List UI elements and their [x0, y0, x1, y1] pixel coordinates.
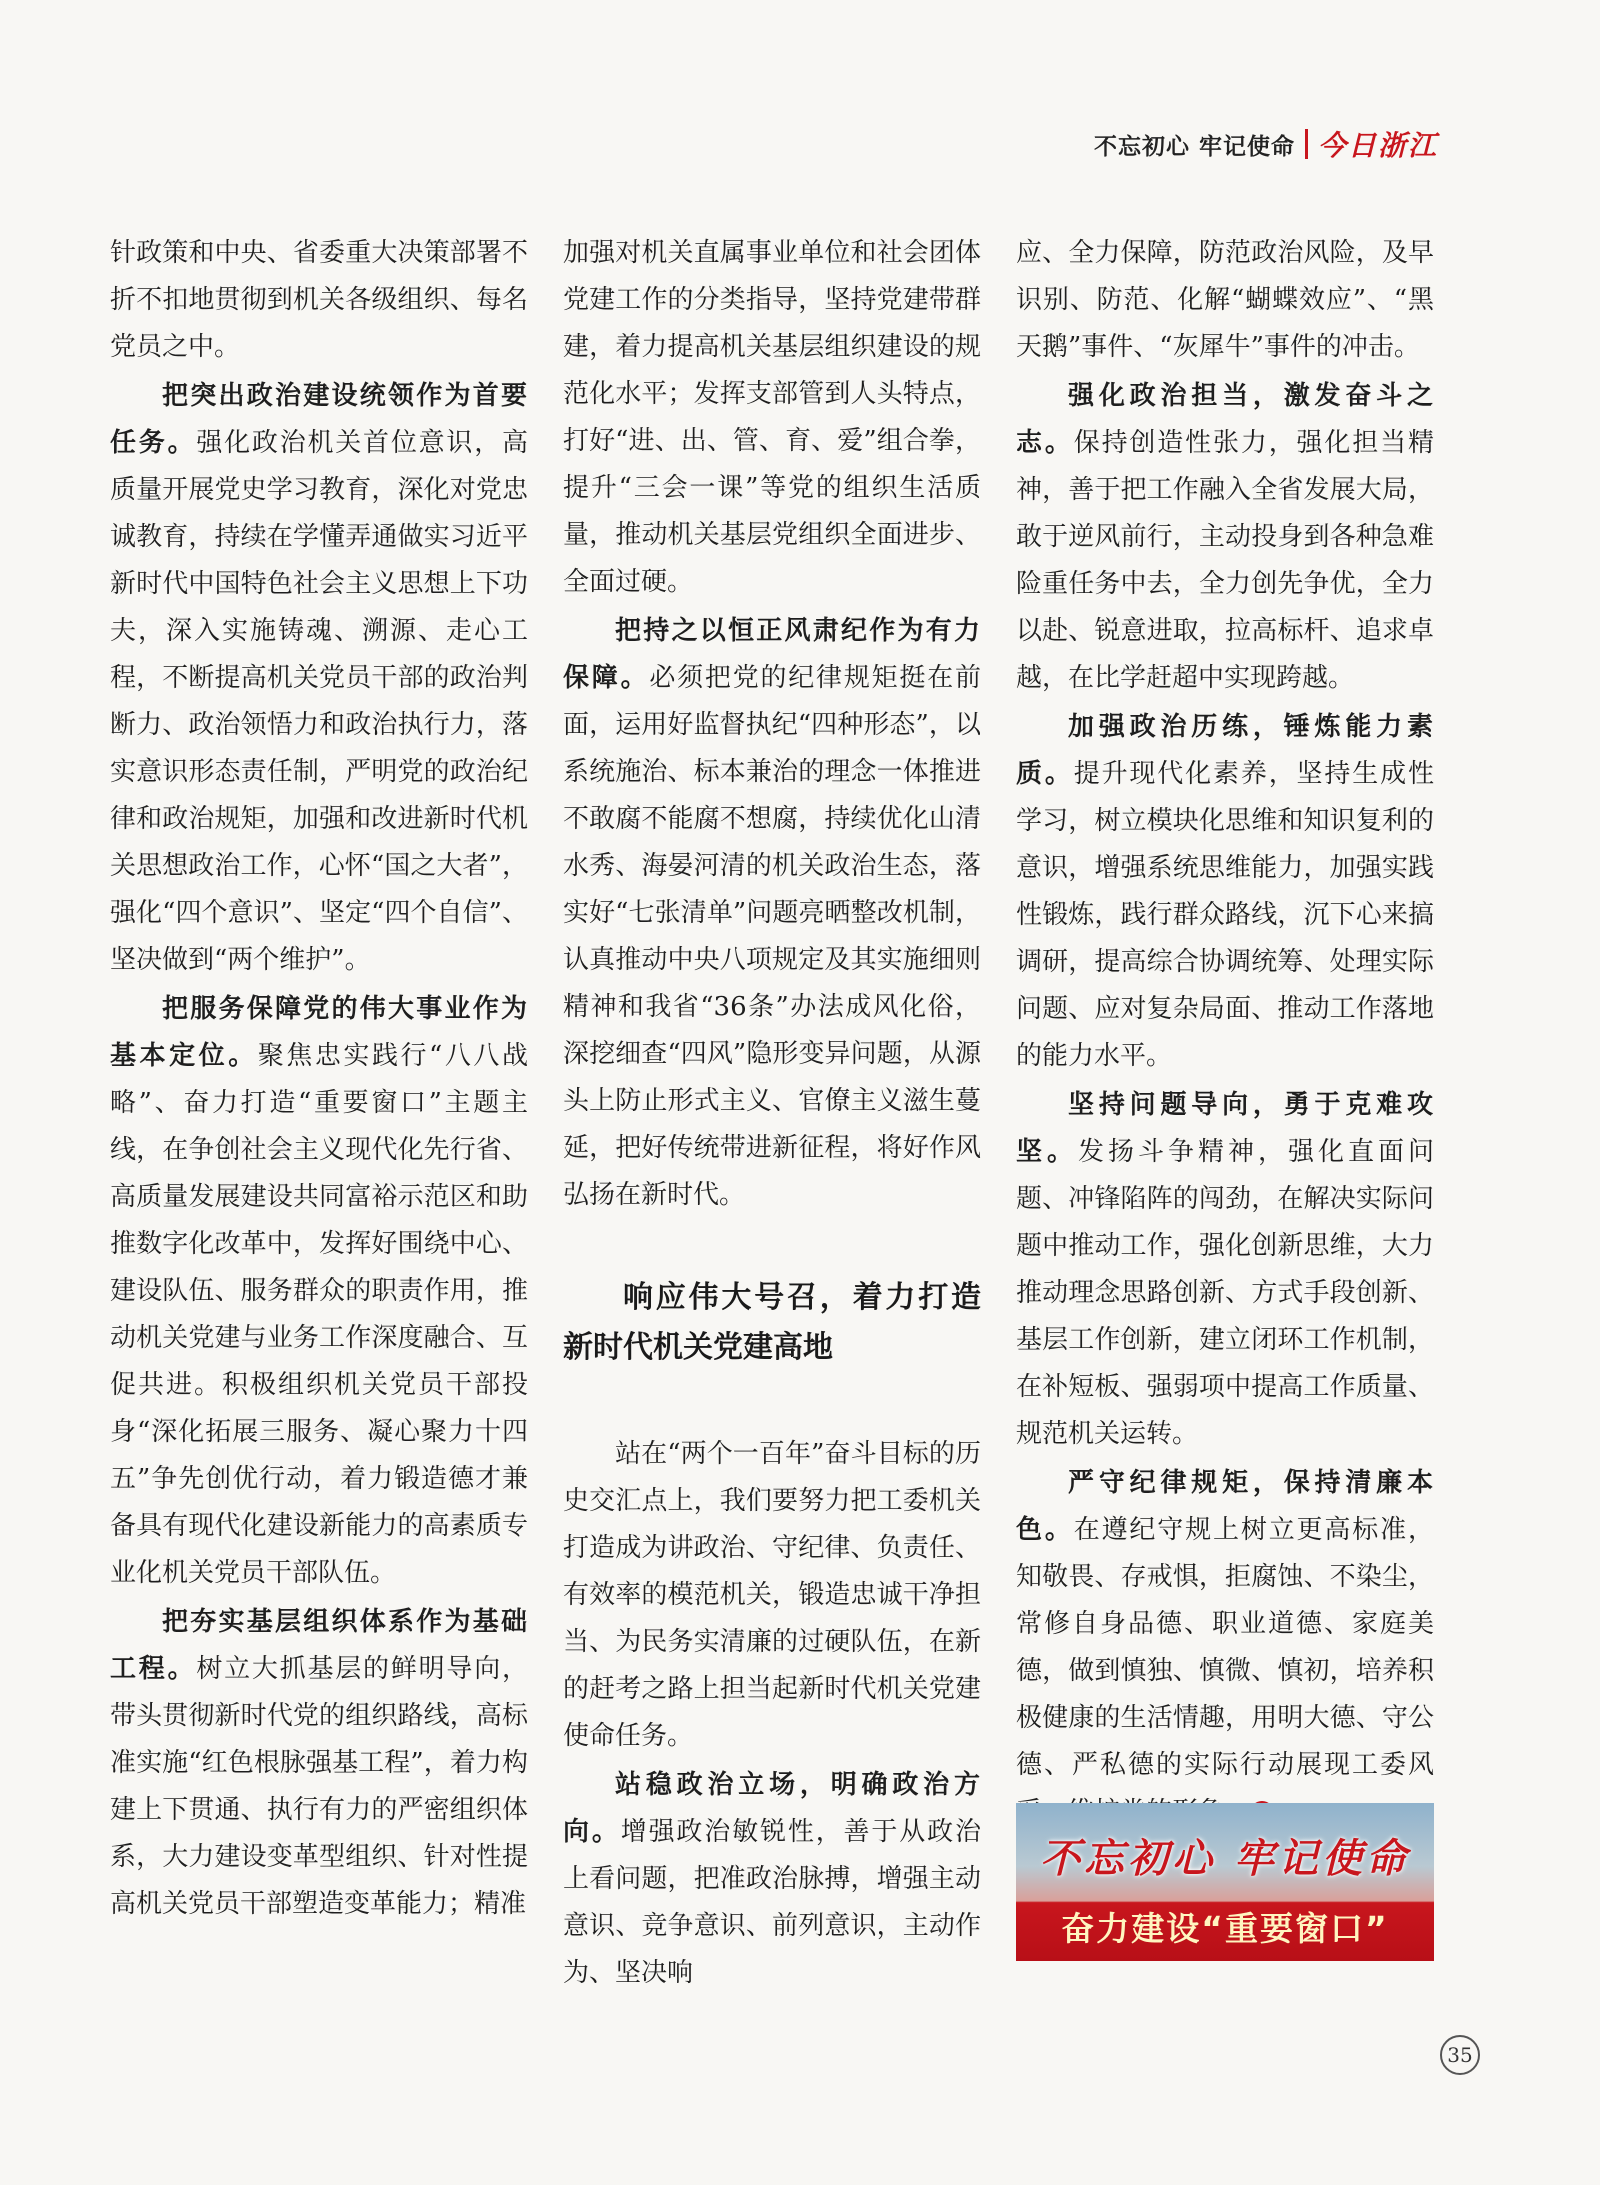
paragraph: 把夯实基层组织体系作为基础工程。树立大抓基层的鲜明导向，带头贯彻新时代党的组织路线，高标准实施“红色根脉强基工程”，着力构建上下贯通、执行有力的严密组织体系，大力建设变革型组织、针对性提高机关党员干部塑造变革能力；精准 [110, 1607, 528, 1919]
paragraph-lead: 把服务保障党的伟大事业作为基本定位。 [110, 994, 528, 1071]
header-slogan: 不忘初心 牢记使命 [1093, 133, 1295, 160]
section-title: 响应伟大号召，着力打造新时代机关党建高地 [563, 1280, 981, 1365]
paragraph-lead: 把持之以恒正风肃纪作为有力保障。 [563, 616, 981, 693]
page-number: 35 [1440, 2035, 1480, 2075]
paragraph: 站在“两个一百年”奋斗目标的历史交汇点上，我们要努力把工委机关打造成为讲政治、守纪律、负责任、有效率的模范机关，锻造忠诚干净担当、为民务实清廉的过硬队伍，在新的赶考之路上担当起新时代机关党建使命任务。 [563, 1439, 981, 1751]
header-divider [1305, 129, 1308, 159]
paragraph: 应、全力保障，防范政治风险，及早识别、防范、化解“蝴蝶效应”、“黑天鹅”事件、“灰犀牛”事件的冲击。 [1016, 238, 1434, 362]
banner-line-1: 不忘初心 牢记使命 [1040, 1835, 1410, 1882]
page-header [1094, 124, 1438, 164]
paragraph: 把突出政治建设统领作为首要任务。强化政治机关首位意识，高质量开展党史学习教育，深化对党忠诚教育，持续在学懂弄通做实习近平新时代中国特色社会主义思想上下功夫，深入实施铸魂、溯源、走心工程，不断提高机关党员干部的政治判断力、政治领悟力和政治执行力，落实意识形态责任制，严明党的政治纪律和政治规矩，加强和改进新时代机关思想政治工作，心怀“国之大者”，强化“四个意识”、坚定“四个自信”、坚决做到“两个维护”。 [110, 381, 528, 975]
header-brand-logo: 今日浙江 [1317, 129, 1438, 162]
banner-line-2: 奋力建设“重要窗口” [1061, 1909, 1389, 1948]
paragraph-lead: 把突出政治建设统领作为首要任务。 [110, 381, 528, 458]
paragraph-lead: 把夯实基层组织体系作为基础工程。 [110, 1607, 528, 1684]
paragraph: 加强对机关直属事业单位和社会团体党建工作的分类指导，坚持党建带群建，着力提高机关基层组织建设的规范化水平；发挥支部管到人头特点，打好“进、出、管、育、爱”组合拳，提升“三会一课”等党的组织生活质量，推动机关基层党组织全面进步、全面过硬。 [563, 238, 981, 597]
paragraph: 针政策和中央、省委重大决策部署不折不扣地贯彻到机关各级组织、每名党员之中。 [110, 238, 528, 362]
banner-image [1016, 1803, 1434, 1961]
paragraph: 坚持问题导向，勇于克难攻坚。发扬斗争精神，强化直面问题、冲锋陷阵的闯劲，在解决实际问题中推动工作，强化创新思维，大力推动理念思路创新、方式手段创新、基层工作创新，建立闭环工作机制，在补短板、强弱项中提高工作质量、规范机关运转。 [1016, 1090, 1434, 1449]
column-2 [563, 230, 981, 1999]
column-1 [110, 230, 528, 1930]
column-3 [1016, 230, 1434, 1838]
paragraph-lead: 站稳政治立场，明确政治方向。 [563, 1770, 981, 1847]
paragraph: 严守纪律规矩，保持清廉本色。在遵纪守规上树立更高标准，知敬畏、存戒惧，拒腐蚀、不染尘，常修自身品德、职业道德、家庭美德，做到慎独、慎微、慎初，培养积极健康的生活情趣，用明大德、守公德、严私德的实际行动展现工委风 [1016, 1460, 1434, 1836]
paragraph: 把服务保障党的伟大事业作为基本定位。聚焦忠实践行“八八战略”、奋力打造“重要窗口”主题主线，在争创社会主义现代化先行省、高质量发展建设共同富裕示范区和助推数字化改革中，发挥好围绕中心、建设队伍、服务群众的职责作用，推动机关党建与业务工作深度融合、互促共进。积极组织机关党员干部投身“深化拓展三服务、凝心聚力十四五”争先创优行动，着力锻造德才兼备具有现代化建设新能力的高素质专业化机关党员干部队伍。 [110, 994, 528, 1588]
paragraph-lead: 加强政治历练，锤炼能力素质。 [1016, 712, 1434, 789]
paragraph: 把持之以恒正风肃纪作为有力保障。必须把党的纪律规矩挺在前面，运用好监督执纪“四种形态”，以系统施治、标本兼治的理念一体推进不敢腐不能腐不想腐，持续优化山清水秀、海晏河清的机关政治生态，落实好“七张清单”问题亮晒整改机制，认真推动中央八项规定及其实施细则精神和我省“36条”办法成风化俗，深挖细查“四风”隐形变异问题，从源头上防止形式主义、官僚主义滋生蔓延，把好传统带进新征程，将好作风弘扬在新时代。 [563, 616, 981, 1210]
paragraph-lead: 严守纪律规矩，保持清廉本色。 [1016, 1468, 1434, 1545]
paragraph: 站稳政治立场，明确政治方向。增强政治敏锐性，善于从政治上看问题，把准政治脉搏，增强主动意识、竞争意识、前列意识，主动作为、坚决响 [563, 1770, 981, 1988]
paragraph-lead: 强化政治担当，激发奋斗之志。 [1016, 381, 1434, 458]
paragraph: 强化政治担当，激发奋斗之志。保持创造性张力，强化担当精神，善于把工作融入全省发展大局，敢于逆风前行，主动投身到各种急难险重任务中去，全力创先争优，全力以赴、锐意进取，拉高标杆、追求卓越，在比学赶超中实现跨越。 [1016, 381, 1434, 693]
paragraph: 加强政治历练，锤炼能力素质。提升现代化素养，坚持生成性学习，树立模块化思维和知识复利的意识，增强系统思维能力，加强实践性锻炼，践行群众路线，沉下心来搞调研，提高综合协调统筹、处理实际问题、应对复杂局面、推动工作落地的能力水平。 [1016, 712, 1434, 1071]
paragraph-lead: 坚持问题导向，勇于克难攻坚。 [1016, 1090, 1434, 1167]
